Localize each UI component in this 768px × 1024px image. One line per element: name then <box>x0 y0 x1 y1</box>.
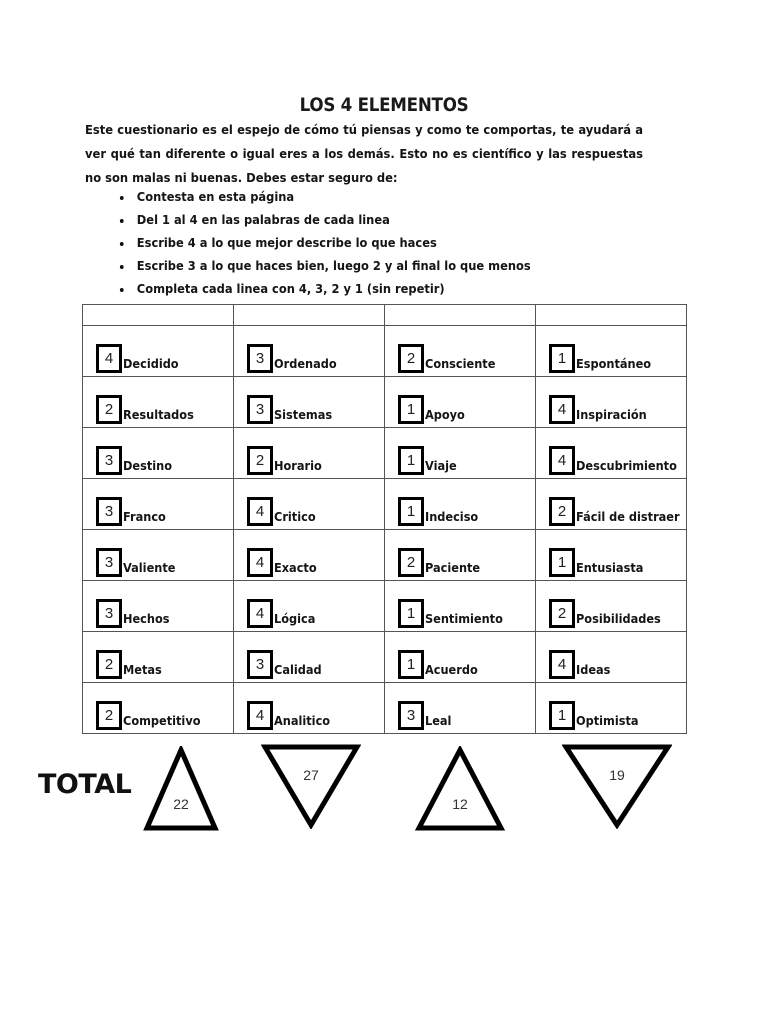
table-cell <box>83 377 234 428</box>
total-triangle-down-1 <box>261 743 361 829</box>
trait-label: Descubrimiento <box>576 459 677 473</box>
table-row <box>83 479 687 530</box>
table-cell <box>83 683 234 734</box>
score-box[interactable]: 2 <box>549 599 575 628</box>
score-box[interactable]: 3 <box>247 395 273 424</box>
table-cell <box>83 326 234 377</box>
table-row <box>83 326 687 377</box>
score-box[interactable]: 1 <box>398 446 424 475</box>
table-row <box>83 581 687 632</box>
total-value: 22 <box>173 796 189 812</box>
elements-table <box>82 304 687 734</box>
table-header-cell <box>234 305 385 326</box>
trait-label: Entusiasta <box>576 561 644 575</box>
table-cell <box>536 530 687 581</box>
trait-label: Ordenado <box>274 357 337 371</box>
table-cell <box>385 377 536 428</box>
table-row <box>83 632 687 683</box>
score-box[interactable]: 2 <box>549 497 575 526</box>
score-box[interactable]: 3 <box>96 599 122 628</box>
list-item: Completa cada linea con 4, 3, 2 y 1 (sin repetir) <box>118 278 644 301</box>
score-box[interactable]: 3 <box>96 497 122 526</box>
score-box[interactable]: 3 <box>247 344 273 373</box>
total-triangle-down-2 <box>562 743 672 829</box>
list-item: Escribe 4 a lo que mejor describe lo que haces <box>118 232 644 255</box>
total-value: 12 <box>452 796 468 812</box>
table-cell <box>536 581 687 632</box>
table-row <box>83 428 687 479</box>
trait-label: Competitivo <box>123 714 201 728</box>
trait-label: Decidido <box>123 357 179 371</box>
table-cell <box>536 479 687 530</box>
table-header-row <box>83 305 687 326</box>
table-row <box>83 377 687 428</box>
table-cell <box>234 428 385 479</box>
table-cell <box>83 428 234 479</box>
trait-label: Hechos <box>123 612 170 626</box>
table-cell <box>536 377 687 428</box>
score-box[interactable]: 3 <box>247 650 273 679</box>
score-box[interactable]: 4 <box>247 599 273 628</box>
trait-label: Horario <box>274 459 322 473</box>
score-box[interactable]: 1 <box>398 497 424 526</box>
table-header-cell <box>83 305 234 326</box>
triangle-down-icon <box>261 743 361 829</box>
total-value: 27 <box>303 767 319 783</box>
trait-label: Optimista <box>576 714 639 728</box>
table-cell <box>234 530 385 581</box>
score-box[interactable]: 3 <box>398 701 424 730</box>
score-box[interactable]: 3 <box>96 446 122 475</box>
list-item: Contesta en esta página <box>118 186 644 209</box>
score-box[interactable]: 2 <box>247 446 273 475</box>
list-item: Escribe 3 a lo que haces bien, luego 2 y al final lo que menos <box>118 255 644 278</box>
trait-label: Inspiración <box>576 408 647 422</box>
trait-label: Calidad <box>274 663 322 677</box>
table-cell <box>536 683 687 734</box>
total-value: 19 <box>609 767 625 783</box>
table-cell <box>385 683 536 734</box>
intro-paragraph: Este cuestionario es el espejo de cómo tú piensas y como te comportas, te ayudará a ver qué tan diferente o igual eres a los demás. Esto no es científico y las respuestas no son malas ni buenas. Debes estar seguro de: <box>85 122 643 185</box>
table-cell <box>234 632 385 683</box>
trait-label: Acuerdo <box>425 663 478 677</box>
trait-label: Viaje <box>425 459 457 473</box>
trait-label: Apoyo <box>425 408 465 422</box>
table-cell <box>385 581 536 632</box>
trait-label: Franco <box>123 510 166 524</box>
trait-label: Critico <box>274 510 316 524</box>
trait-label: Ideas <box>576 663 611 677</box>
total-triangle-up-1 <box>143 746 219 832</box>
page-title: LOS 4 ELEMENTOS <box>299 94 469 116</box>
triangle-down-icon <box>562 743 672 829</box>
table-cell <box>536 632 687 683</box>
trait-label: Posibilidades <box>576 612 661 626</box>
table-cell <box>83 632 234 683</box>
score-box[interactable]: 1 <box>549 548 575 577</box>
score-box[interactable]: 4 <box>549 446 575 475</box>
score-box[interactable]: 4 <box>247 701 273 730</box>
trait-label: Paciente <box>425 561 481 575</box>
table-header-cell <box>385 305 536 326</box>
instruction-list <box>118 186 678 301</box>
total-triangle-up-2 <box>415 746 505 832</box>
table-cell <box>536 428 687 479</box>
triangle-up-icon <box>143 746 219 832</box>
trait-label: Exacto <box>274 561 317 575</box>
triangle-up-icon <box>415 746 505 832</box>
table-cell <box>83 479 234 530</box>
table-cell <box>385 479 536 530</box>
trait-label: Fácil de distraer <box>576 510 680 524</box>
trait-label: Metas <box>123 663 162 677</box>
score-box[interactable]: 2 <box>398 548 424 577</box>
total-label: TOTAL <box>38 769 132 800</box>
trait-label: Lógica <box>274 612 316 626</box>
table-cell <box>385 632 536 683</box>
score-box[interactable]: 4 <box>96 344 122 373</box>
score-box[interactable]: 2 <box>96 701 122 730</box>
trait-label: Sentimiento <box>425 612 503 626</box>
table-cell <box>83 581 234 632</box>
table-row <box>83 530 687 581</box>
trait-label: Indeciso <box>425 510 479 524</box>
score-box[interactable]: 2 <box>96 650 122 679</box>
table-cell <box>385 530 536 581</box>
score-box[interactable]: 4 <box>247 548 273 577</box>
list-item: Del 1 al 4 en las palabras de cada linea <box>118 209 644 232</box>
table-header-cell <box>536 305 687 326</box>
trait-label: Leal <box>425 714 452 728</box>
trait-label: Analitico <box>274 714 331 728</box>
table-cell <box>234 377 385 428</box>
totals-row <box>0 735 768 845</box>
trait-label: Destino <box>123 459 173 473</box>
table-cell <box>385 428 536 479</box>
score-box[interactable]: 1 <box>549 701 575 730</box>
table-row <box>83 683 687 734</box>
table-cell <box>83 530 234 581</box>
table-cell <box>234 581 385 632</box>
table-cell <box>234 326 385 377</box>
score-box[interactable]: 1 <box>398 599 424 628</box>
score-box[interactable]: 4 <box>549 650 575 679</box>
score-box[interactable]: 4 <box>247 497 273 526</box>
table-cell <box>536 326 687 377</box>
score-box[interactable]: 1 <box>398 650 424 679</box>
score-box[interactable]: 1 <box>398 395 424 424</box>
trait-label: Valiente <box>123 561 176 575</box>
table-cell <box>234 683 385 734</box>
table-cell <box>385 326 536 377</box>
trait-label: Consciente <box>425 357 496 371</box>
score-box[interactable]: 4 <box>549 395 575 424</box>
table-cell <box>234 479 385 530</box>
trait-label: Sistemas <box>274 408 333 422</box>
score-box[interactable]: 1 <box>549 344 575 373</box>
score-box[interactable]: 2 <box>398 344 424 373</box>
score-box[interactable]: 3 <box>96 548 122 577</box>
score-box[interactable]: 2 <box>96 395 122 424</box>
trait-label: Resultados <box>123 408 194 422</box>
trait-label: Espontáneo <box>576 357 652 371</box>
